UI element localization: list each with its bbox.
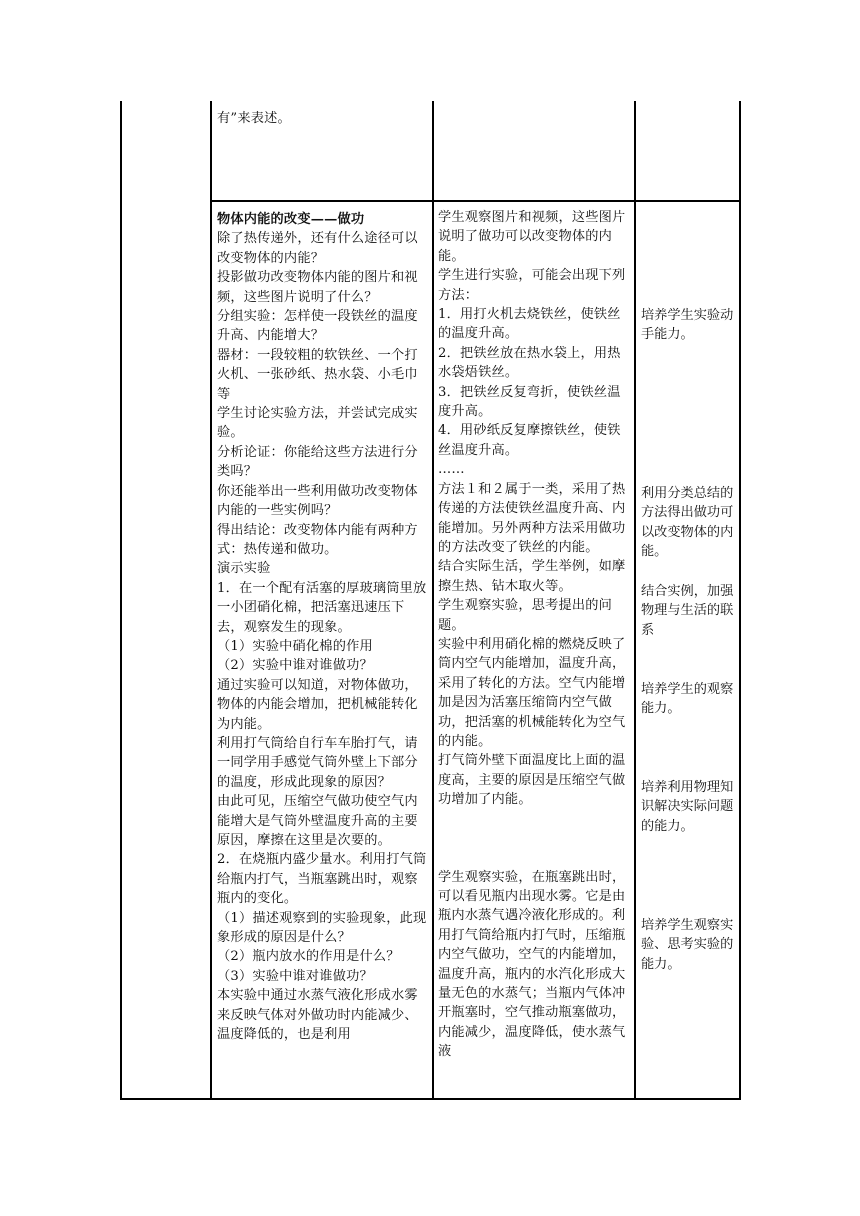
teacher-activity-cell [217, 210, 429, 1044]
paragraph: （3）实验中谁对谁做功？ [217, 968, 373, 984]
row-separator [210, 200, 741, 202]
paragraph: 学生观察实验，在瓶塞跳出时，可以看见瓶内出现水雾。它是由瓶内水蒸气遇冷液化形成的。利用打气筒给瓶内打气时，压缩瓶内空气做功，空气的内能增加，温度升高，瓶内的水汽化形成大量无色的水蒸气；当瓶内气体冲开瓶塞时，空气推动瓶塞做功，内能减少，温度降低，使水蒸气液 [438, 869, 626, 1060]
paragraph: 本实验中通过水蒸气液化形成水雾来反映气体对外做功时内能减少、温度降低的，也是利用 [217, 988, 418, 1043]
paragraph: 2．在烧瓶内盛少量水。利用打气筒给瓶内打气，当瓶塞跳出时，观察瓶内的变化。 [217, 852, 427, 907]
prev-row-text [217, 109, 427, 128]
paragraph: 利用打气筒给自行车车胎打气，请一同学用手感觉气筒外壁上下部分的温度，形成此现象的原因？ [217, 735, 418, 790]
paragraph: 器材：一段较粗的软铁丝、一个打火机、一张砂纸、热水袋、小毛巾等 [217, 347, 418, 402]
table-divider-3 [634, 101, 636, 1099]
section-heading: 物体内能的改变——做功 [217, 212, 365, 227]
design-intent-note: 培养学生的观察能力。 [641, 682, 734, 717]
design-intent-note: 结合实例，加强物理与生活的联系 [641, 584, 734, 638]
paragraph: 3．把铁丝反复弯折，使铁丝温度升高。 [438, 384, 621, 420]
paragraph: 方法１和２属于一类，采用了热传递的方法使铁丝温度升高、内能增加。另外两种方法采用做功的方法改变了铁丝的内能。 [438, 481, 626, 555]
design-intent-note: 培养学生观察实验、思考实验的能力。 [641, 918, 734, 972]
paragraph: 学生观察图片和视频，这些图片说明了做功可以改变物体的内能。 [438, 210, 626, 264]
paragraph: 通过实验可以知道，对物体做功，物体的内能会增加，把机械能转化为内能。 [217, 677, 418, 732]
paragraph: 打气筒外壁下面温度比上面的温度高，主要的原因是压缩空气做功增加了内能。 [438, 753, 626, 808]
paragraph: 演示实验 [217, 561, 271, 577]
paragraph: 学生讨论实验方法，并尝试完成实验。 [217, 406, 418, 441]
table-border-bottom [120, 1098, 741, 1100]
paragraph: 分组实验：怎样使一段铁丝的温度升高、内能增大？ [217, 309, 418, 344]
paragraph: 4．用砂纸反复摩擦铁丝，使铁丝温度升高。 [438, 423, 621, 458]
paragraph: 投影做功改变物体内能的图片和视频，这些图片说明了什么？ [217, 270, 418, 305]
paragraph: （1）描述观察到的实验现象，此现象形成的原因是什么？ [217, 910, 427, 946]
paragraph: 结合实际生活，学生举例，如摩擦生热、钻木取火等。 [438, 559, 626, 594]
student-activity-cell [438, 208, 630, 1062]
table-divider-2 [432, 101, 434, 1099]
paragraph: …… [438, 462, 465, 478]
table-border-left [120, 101, 122, 1099]
paragraph: 分析论证：你能给这些方法进行分类吗？ [217, 444, 418, 480]
design-intent-note: 利用分类总结的方法得出做功可以改变物体的内能。 [641, 486, 734, 560]
prev-row-line: 有”来表述。 [217, 111, 291, 126]
paragraph: 1．在一个配有活塞的厚玻璃筒里放一小团硝化棉，把活塞迅速压下去，观察发生的现象。 [217, 580, 427, 635]
paragraph: 学生观察实验，思考提出的问题。 [438, 598, 613, 633]
paragraph: 实验中利用硝化棉的燃烧反映了筒内空气内能增加，温度升高，采用了转化的方法。空气内能增加是因为活塞压缩筒内空气做功，把活塞的机械能转化为空气的内能。 [438, 636, 626, 749]
table-border-right [739, 101, 741, 1099]
paragraph: 1．用打火机去烧铁丝，使铁丝的温度升高。 [438, 307, 621, 342]
paragraph: （2）瓶内放水的作用是什么？ [217, 949, 400, 965]
paragraph: 除了热传递外，还有什么途径可以改变物体的内能？ [217, 231, 418, 266]
paragraph: 由此可见，压缩空气做功使空气内能增大是气筒外壁温度升高的主要原因，摩擦在这里是次要的。 [217, 794, 418, 848]
table-divider-1 [210, 101, 212, 1099]
paragraph: （1）实验中硝化棉的作用 [217, 638, 373, 654]
design-intent-note: 培养学生实验动手能力。 [641, 308, 734, 343]
paragraph: 你还能举出一些利用做功改变物体内能的一些实例吗？ [217, 483, 418, 519]
paragraph: （2）实验中谁对谁做功？ [217, 658, 373, 674]
paragraph: 得出结论：改变物体内能有两种方式：热传递和做功。 [217, 522, 418, 557]
paragraph: 学生进行实验，可能会出现下列方法： [438, 268, 626, 303]
paragraph: 2．把铁丝放在热水袋上，用热水袋焐铁丝。 [438, 345, 621, 381]
design-intent-note: 培养利用物理知识解决实际问题的能力。 [641, 780, 734, 834]
